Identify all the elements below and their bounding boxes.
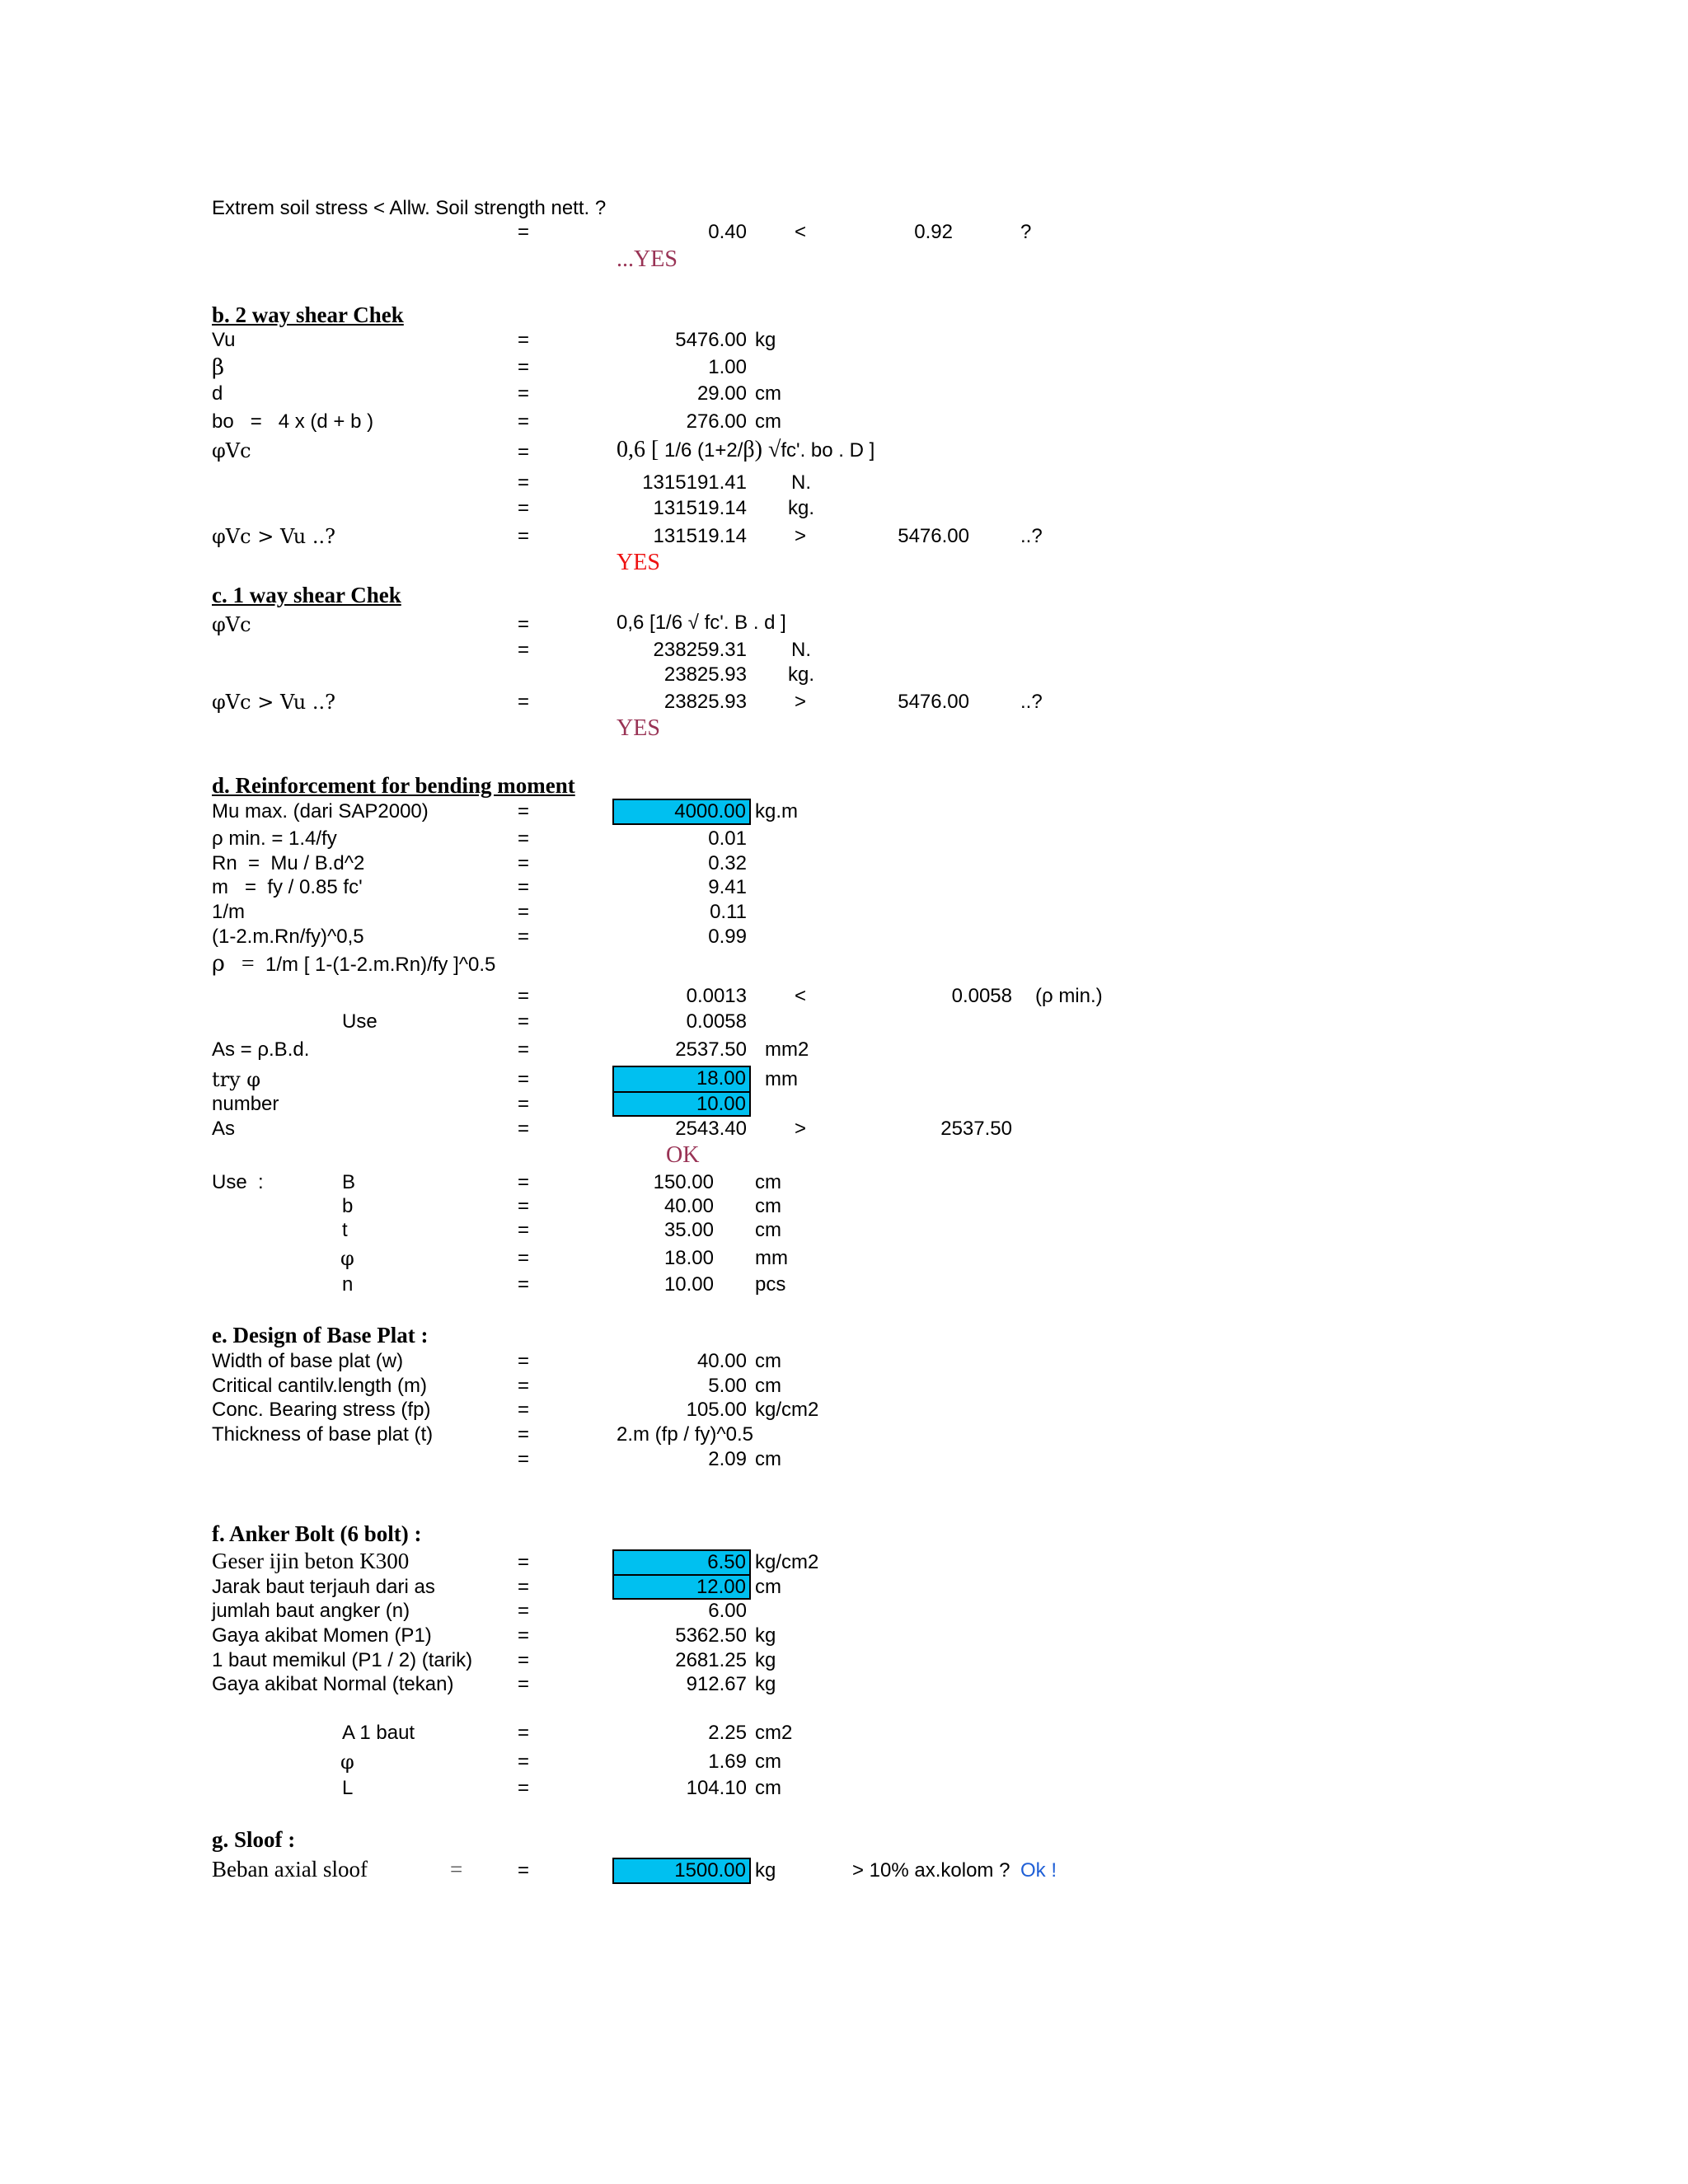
equals-sign: =: [518, 1624, 530, 1647]
number-input[interactable]: 10.00: [612, 1091, 751, 1117]
equals-sign: =: [518, 1171, 530, 1193]
bolt-value: 2.25: [708, 1722, 747, 1744]
equals-sign: =: [518, 329, 530, 351]
sloof-label: Beban axial sloof: [212, 1857, 368, 1882]
geser-unit: kg/cm2: [755, 1551, 819, 1573]
section-g-title: g. Sloof :: [212, 1827, 296, 1852]
equals-sign: =: [518, 985, 530, 1007]
summary-value: 40.00: [663, 1195, 714, 1217]
row-label: Critical cantilv.length (m): [212, 1375, 427, 1397]
mu-label: Mu max. (dari SAP2000): [212, 800, 429, 823]
question-mark: ?: [1020, 221, 1032, 243]
one-way-shear-result: YES: [617, 715, 660, 741]
row-unit: kg: [755, 1624, 776, 1647]
equals-sign: =: [518, 1576, 530, 1598]
summary-unit: pcs: [755, 1273, 786, 1296]
geser-input[interactable]: 6.50: [612, 1549, 751, 1576]
summary-unit: mm: [755, 1247, 788, 1269]
row-unit: cm: [755, 382, 781, 405]
unit-newton: N.: [791, 471, 811, 494]
as-label: As = ρ.B.d.: [212, 1038, 310, 1061]
bolt-label: L: [342, 1777, 354, 1799]
equals-sign: =: [518, 800, 530, 823]
equals-sign: =: [518, 1722, 530, 1744]
geser-label: Geser ijin beton K300: [212, 1549, 410, 1573]
bolt-value: 104.10: [686, 1777, 747, 1799]
greater-than-sign: >: [795, 691, 807, 713]
greater-than-sign: >: [795, 1118, 807, 1140]
summary-value: 150.00: [653, 1171, 714, 1193]
equals-sign: =: [518, 691, 530, 713]
phivc-formula: [617, 438, 874, 462]
rho-min-note: (ρ min.): [1035, 985, 1103, 1007]
equals-sign: =: [518, 639, 530, 661]
phivc-newton-value: 238259.31: [653, 639, 747, 661]
phivc-kg-value: 131519.14: [653, 497, 747, 519]
row-label: ρ min. = 1.4/fy: [212, 827, 337, 850]
try-phi-label: try φ: [212, 1068, 261, 1091]
beta-symbol: β: [212, 355, 225, 380]
number-label: number: [212, 1093, 279, 1115]
check-value: 23825.93: [663, 691, 747, 713]
row-value: 40.00: [696, 1350, 747, 1372]
jarak-input[interactable]: 12.00: [612, 1574, 751, 1600]
bolt-label: A 1 baut: [342, 1722, 415, 1744]
equals-sign: =: [241, 951, 255, 977]
row-label: d: [212, 382, 223, 405]
row-value: 0.11: [710, 901, 747, 923]
bolt-unit: cm2: [755, 1722, 793, 1744]
rho-formula-label: [212, 953, 495, 977]
two-way-shear-result: YES: [617, 550, 660, 575]
equals-sign: =: [518, 410, 530, 433]
equals-sign: =: [518, 1093, 530, 1115]
equals-sign: =: [518, 356, 530, 378]
jarak-label: Jarak baut terjauh dari as: [212, 1576, 435, 1598]
section-c-title: c. 1 way shear Chek: [212, 583, 401, 607]
check-value: 131519.14: [653, 525, 747, 547]
row-label: Rn = Mu / B.d^2: [212, 852, 365, 874]
equals-sign: =: [518, 1423, 530, 1446]
unit-kg: kg.: [788, 497, 815, 519]
row-unit: kg: [755, 1649, 776, 1671]
bolt-unit: cm: [755, 1777, 781, 1799]
phivc-newton-value: 1315191.41: [642, 471, 747, 494]
formula-part: 0,6 [: [617, 437, 659, 462]
row-value: 0.99: [708, 926, 747, 948]
section-e-title: e. Design of Base Plat :: [212, 1323, 429, 1347]
row-value: 912.67: [686, 1673, 747, 1695]
phivc-label: φVc: [212, 439, 251, 462]
row-value: 0.32: [708, 852, 747, 874]
row-value: 5476.00: [675, 329, 747, 351]
row-value: 29.00: [696, 382, 747, 405]
row-label: (1-2.m.Rn/fy)^0,5: [212, 926, 364, 948]
equals-sign: =: [518, 876, 530, 898]
summary-value: 18.00: [663, 1247, 714, 1269]
try-phi-unit: mm: [765, 1068, 798, 1090]
row-label: Vu: [212, 329, 236, 351]
allowable-strength-value: 0.92: [914, 221, 953, 243]
thickness-value: 2.09: [708, 1448, 747, 1470]
soil-stress-question: Extrem soil stress < Allw. Soil strength nett. ?: [212, 197, 607, 219]
rho-formula: 1/m [ 1-(1-2.m.Rn)/fy ]^0.5: [265, 954, 496, 976]
row-label: Conc. Bearing stress (fp): [212, 1399, 431, 1421]
mu-input[interactable]: 4000.00: [612, 799, 751, 825]
try-phi-input[interactable]: 18.00: [612, 1066, 751, 1093]
check-label: φVc > Vu ..?: [212, 691, 335, 714]
equals-sign: =: [518, 827, 530, 850]
equals-sign: =: [518, 1448, 530, 1470]
row-label: Gaya akibat Momen (P1): [212, 1624, 432, 1647]
as-provided-value: 2543.40: [675, 1118, 747, 1140]
row-label: 1/m: [212, 901, 246, 923]
summary-value: 35.00: [663, 1219, 714, 1241]
summary-unit: cm: [755, 1171, 781, 1193]
summary-symbol: b: [342, 1195, 354, 1217]
equals-sign: =: [518, 382, 530, 405]
sloof-ok: Ok !: [1020, 1859, 1057, 1882]
rho-value: 0.0013: [686, 985, 747, 1007]
equals-sign: =: [518, 1068, 530, 1090]
summary-unit: cm: [755, 1219, 781, 1241]
formula-part: 1/6 (1+2/: [664, 439, 743, 462]
equals-sign: =: [518, 613, 530, 635]
soil-check-result: ...YES: [617, 246, 678, 272]
summary-symbol: t: [342, 1219, 348, 1241]
row-label: jumlah baut angker (n): [212, 1600, 410, 1622]
row-unit: kg/cm2: [755, 1399, 819, 1421]
sloof-unit: kg: [755, 1859, 776, 1882]
formula-part: β) √: [743, 437, 781, 462]
rho-use-value: 0.0058: [686, 1010, 747, 1033]
less-than-sign: <: [795, 221, 807, 243]
summary-unit: cm: [755, 1195, 781, 1217]
check-vu-value: 5476.00: [898, 691, 969, 713]
equals-sign: =: [518, 1777, 530, 1799]
check-vu-value: 5476.00: [898, 525, 969, 547]
mu-unit: kg.m: [755, 800, 799, 823]
check-label: φVc > Vu ..?: [212, 525, 335, 548]
equals-sign: =: [518, 1350, 530, 1372]
equals-sign: =: [518, 221, 530, 243]
equals-sign: =: [518, 1219, 530, 1241]
equals-sign: =: [518, 852, 530, 874]
use-summary-label: Use :: [212, 1171, 264, 1193]
equals-sign: =: [518, 1247, 530, 1269]
equals-sign: =: [518, 1551, 530, 1573]
equals-sign: =: [518, 497, 530, 519]
row-unit: kg: [755, 329, 776, 351]
bolt-value: 1.69: [708, 1750, 747, 1773]
row-value: 105.00: [686, 1399, 747, 1421]
equals-sign: =: [450, 1857, 463, 1882]
reinforcement-ok: OK: [666, 1142, 700, 1168]
row-value: 5.00: [708, 1375, 747, 1397]
thickness-unit: cm: [755, 1448, 781, 1470]
row-value: 2681.25: [675, 1649, 747, 1671]
equals-sign: =: [518, 1859, 530, 1882]
section-d-title: d. Reinforcement for bending moment: [212, 773, 575, 798]
as-required-value: 2537.50: [940, 1118, 1012, 1140]
soil-stress-value: 0.40: [708, 221, 747, 243]
summary-symbol: φ: [340, 1247, 354, 1270]
row-value: 6.00: [708, 1600, 747, 1622]
summary-symbol: n: [342, 1273, 354, 1296]
thickness-formula: 2.m (fp / fy)^0.5: [617, 1423, 753, 1446]
equals-sign: =: [518, 1118, 530, 1140]
phivc-formula: 0,6 [1/6 √ fc'. B . d ]: [617, 612, 786, 634]
sloof-note: > 10% ax.kolom ?: [852, 1859, 1010, 1882]
thickness-label: Thickness of base plat (t): [212, 1423, 434, 1446]
row-unit: cm: [755, 1375, 781, 1397]
as-unit: mm2: [765, 1038, 809, 1061]
formula-part: fc'. bo . D ]: [781, 439, 875, 462]
row-unit: kg: [755, 1673, 776, 1695]
equals-sign: =: [518, 1399, 530, 1421]
as-value: 2537.50: [675, 1038, 747, 1061]
jarak-unit: cm: [755, 1576, 781, 1598]
row-value: 0.01: [708, 827, 747, 850]
check-question: ..?: [1020, 525, 1043, 547]
unit-newton: N.: [791, 639, 811, 661]
row-label: m = fy / 0.85 fc': [212, 876, 363, 898]
equals-sign: =: [518, 441, 530, 463]
equals-sign: =: [518, 901, 530, 923]
row-value: 5362.50: [675, 1624, 747, 1647]
summary-symbol: B: [342, 1171, 356, 1193]
row-unit: cm: [755, 1350, 781, 1372]
equals-sign: =: [518, 1195, 530, 1217]
sloof-input[interactable]: 1500.00: [612, 1858, 751, 1884]
equals-sign: =: [518, 1600, 530, 1622]
bolt-unit: cm: [755, 1750, 781, 1773]
row-label: 1 baut memikul (P1 / 2) (tarik): [212, 1649, 473, 1671]
unit-kg: kg.: [788, 663, 815, 686]
rho-min-value: 0.0058: [951, 985, 1012, 1007]
less-than-sign: <: [795, 985, 807, 1007]
phivc-label: φVc: [212, 613, 251, 636]
section-f-title: f. Anker Bolt (6 bolt) :: [212, 1521, 422, 1546]
equals-sign: =: [518, 525, 530, 547]
bolt-label: φ: [340, 1750, 354, 1774]
row-label: Gaya akibat Normal (tekan): [212, 1673, 454, 1695]
use-label: Use: [342, 1010, 377, 1033]
equals-sign: =: [518, 1375, 530, 1397]
row-value: 276.00: [686, 410, 747, 433]
phivc-kg-value: 23825.93: [663, 663, 747, 686]
equals-sign: =: [518, 1010, 530, 1033]
equals-sign: =: [518, 1673, 530, 1695]
section-b-title: b. 2 way shear Chek: [212, 302, 404, 327]
row-label: bo = 4 x (d + b ): [212, 410, 374, 433]
row-unit: cm: [755, 410, 781, 433]
check-question: ..?: [1020, 691, 1043, 713]
equals-sign: =: [518, 1038, 530, 1061]
equals-sign: =: [518, 471, 530, 494]
rho-symbol: ρ: [212, 951, 225, 977]
equals-sign: =: [518, 1273, 530, 1296]
equals-sign: =: [518, 926, 530, 948]
greater-than-sign: >: [795, 525, 807, 547]
as-provided-label: As: [212, 1118, 236, 1140]
row-label: Width of base plat (w): [212, 1350, 404, 1372]
summary-value: 10.00: [663, 1273, 714, 1296]
equals-sign: =: [518, 1649, 530, 1671]
row-value: 9.41: [708, 876, 747, 898]
row-value: 1.00: [708, 356, 747, 378]
equals-sign: =: [518, 1750, 530, 1773]
